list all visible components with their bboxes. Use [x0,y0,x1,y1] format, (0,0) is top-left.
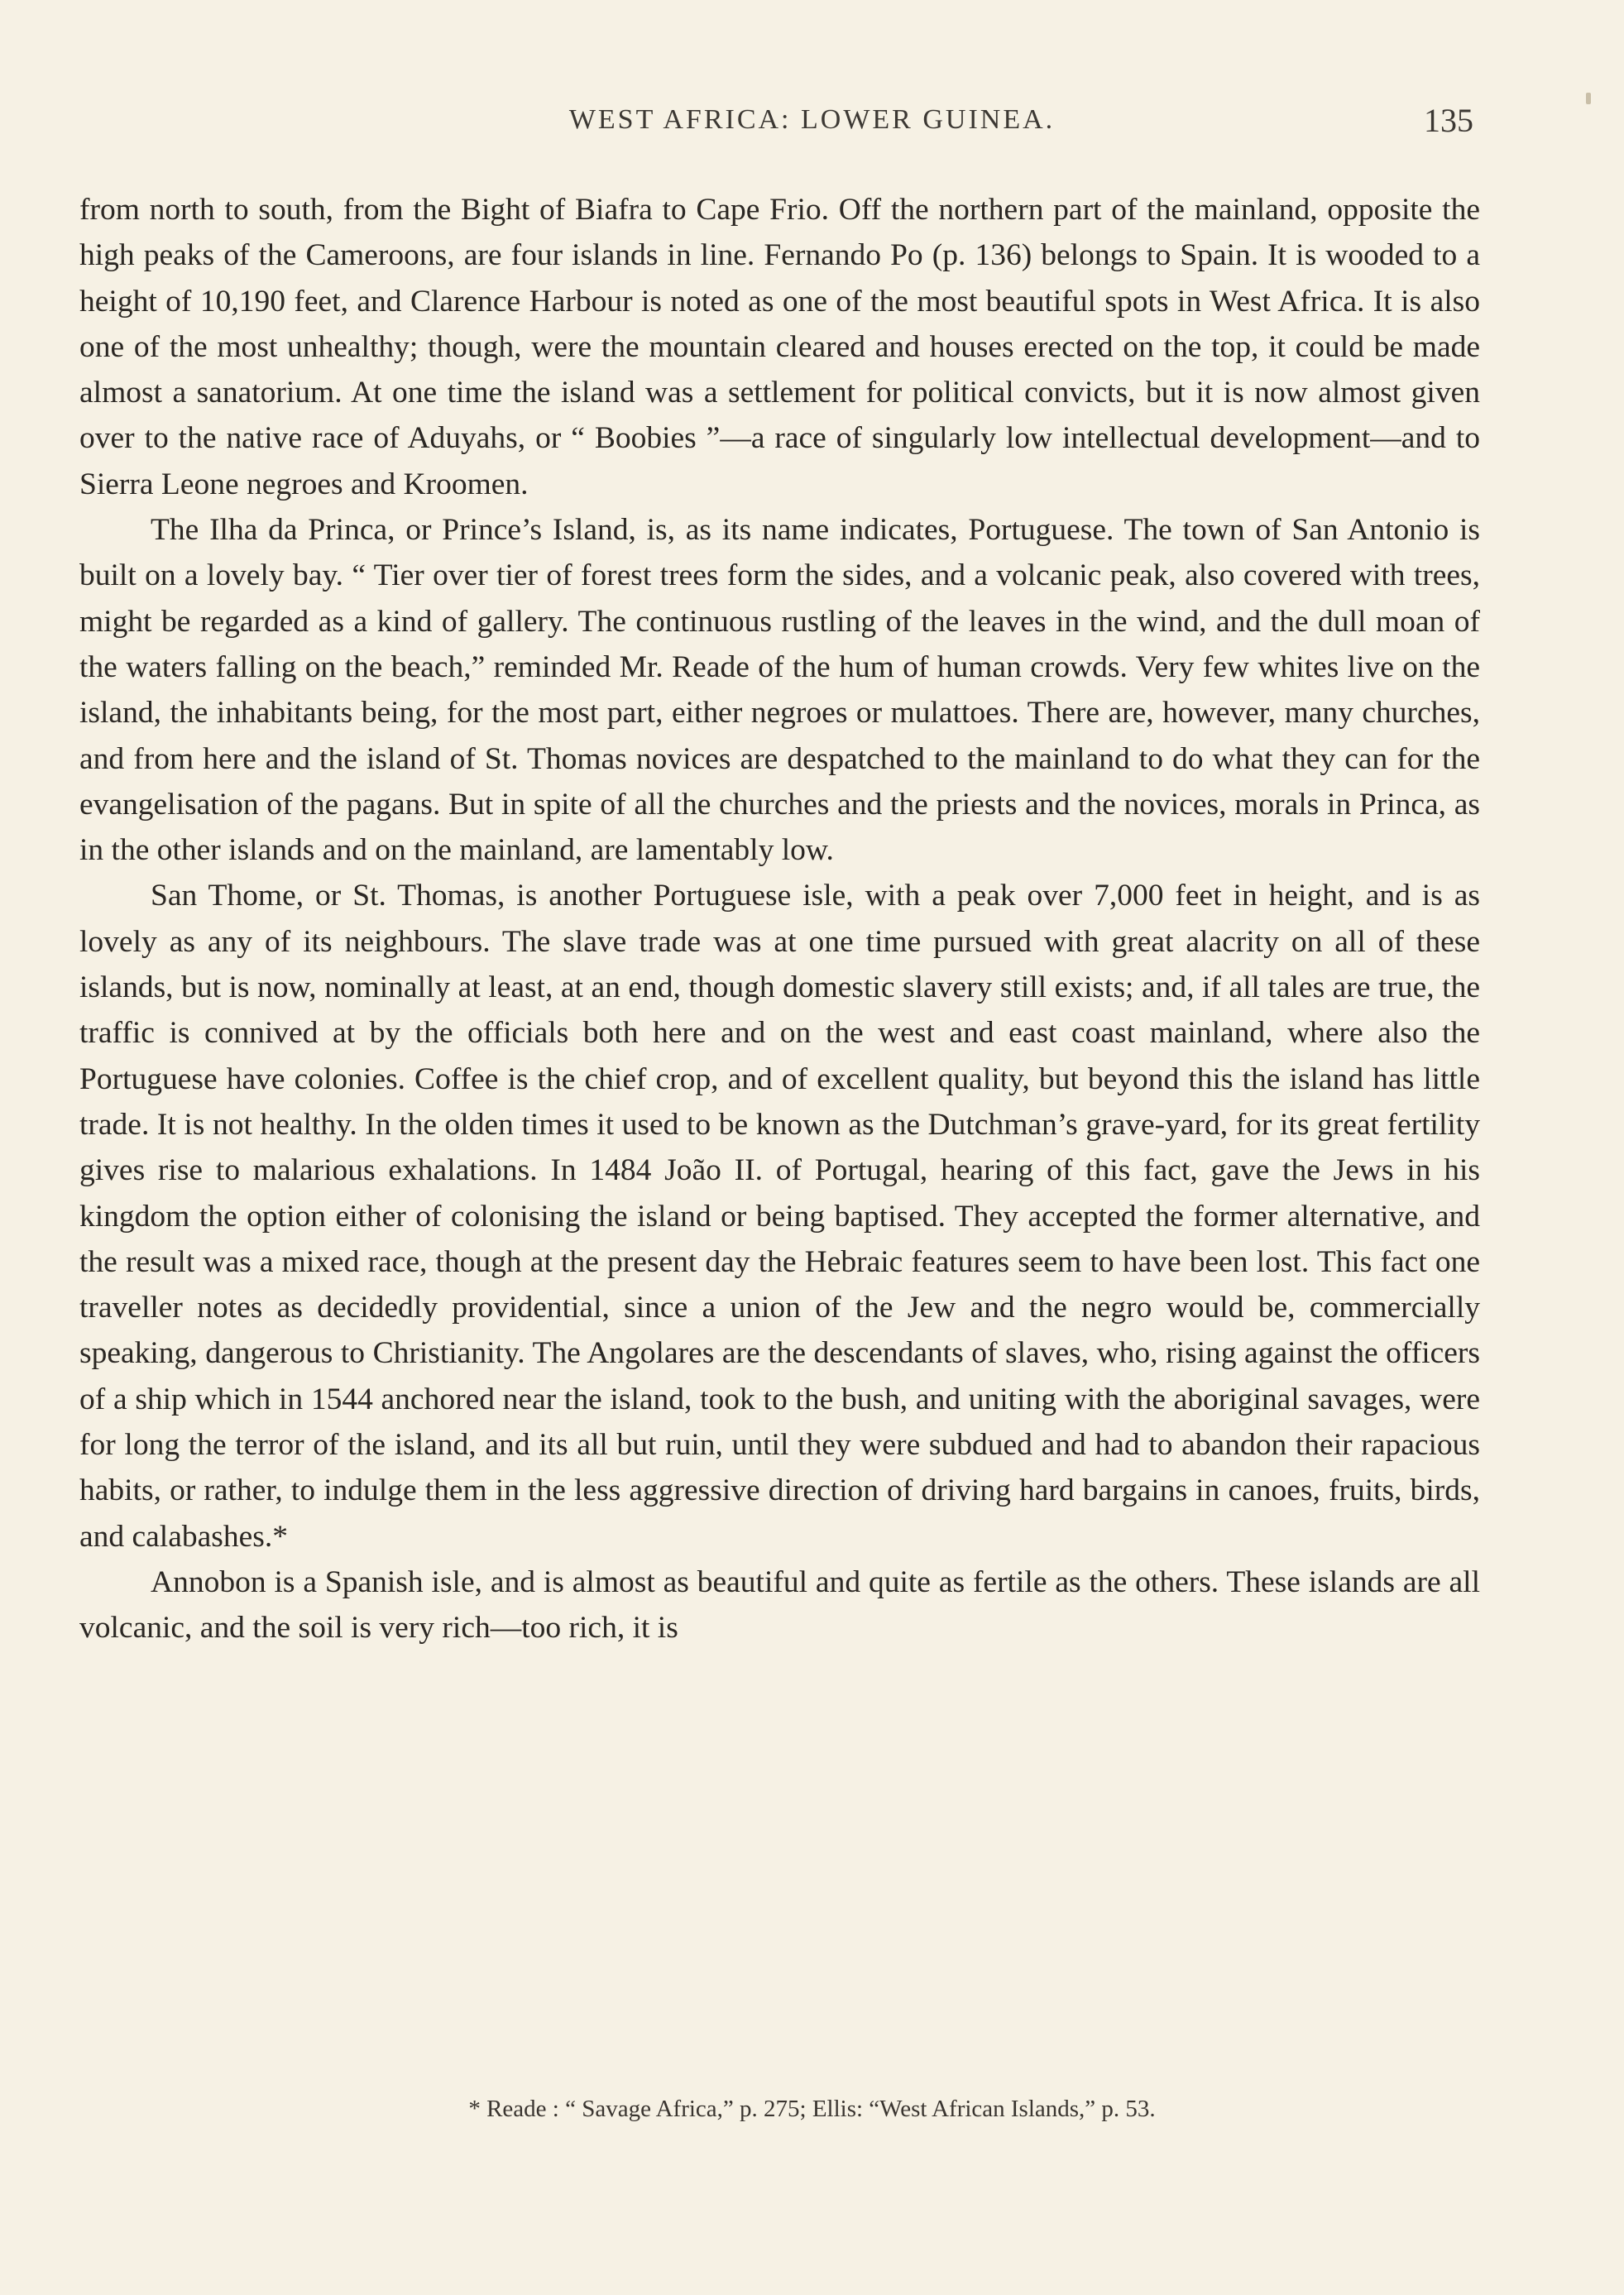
paragraph-princes-island: The Ilha da Princa, or Prince’s Island, is, as its name indicates, Portuguese. The town of San Antonio is built on a lovely bay. “ Tier over tier of forest trees form the sides, and a volcanic peak, also covered with trees, might be regarded as a kind of gallery. The continuous rustling of the leaves in the wind, and the dull moan of the waters falling on the beach,” reminded Mr. Reade of the hum of human crowds. Very few whites live on the island, the inhabitants being, for the most part, either negroes or mulattoes. There are, however, many churches, and from here and the island of St. Thomas novices are despatched to the mainland to do what they can for the evangelisation of the pagans. But in spite of all the churches and the priests and the novices, morals in Princa, as in the other islands and on the mainland, are lamentably low. [79,513,1480,868]
body-text [79,187,1480,1651]
paragraph-continued: from north to south, from the Bight of Biafra to Cape Frio. Off the northern part of the mainland, opposite the high peaks of the Cameroons, are four islands in line. Fernando Po (p. 136) belongs to Spain. It is wooded to a height of 10,190 feet, and Clarence Harbour is noted as one of the most beautiful spots in West Africa. It is also one of the most unhealthy; though, were the mountain cleared and houses erected on the top, it could be made almost a sanatorium. At one time the island was a settlement for political convicts, but it is now almost given over to the native race of Aduyahs, or “ Boobies ”—a race of singularly low intellectual development—and to Sierra Leone negroes and Kroomen. [79,193,1480,501]
running-head [0,104,1624,142]
running-title: WEST AFRICA: LOWER GUINEA. [568,104,1056,135]
footnote: * Reade : “ Savage Africa,” p. 275; Ellis: “West African Islands,” p. 53. [468,2096,1156,2122]
paragraph-san-thome: San Thome, or St. Thomas, is another Portuguese isle, with a peak over 7,000 feet in height, and is as lovely as any of its neighbours. The slave trade was at one time pursued with great alacrity on all of these islands, but is now, nominally at least, at an end, though domestic slavery still exists; and, if all tales are true, the traffic is connived at by the officials both here and on the west and east coast mainland, where also the Portuguese have colonies. Coffee is the chief crop, and of excellent quality, but beyond this the island has little trade. It is not healthy. In the olden times it used to be known as the Dutchman’s grave-yard, for its great fertility gives rise to malarious exhalations. In 1484 João II. of Portugal, hearing of this fact, gave the Jews in his kingdom the option either of colonising the island or being baptised. They accepted the former alternative, and the result was a mixed race, though at the present day the Hebraic features seem to have been lost. This fact one traveller notes as decidedly providential, since a union of the Jew and the negro would be, commercially speaking, dangerous to Christianity. The Angolares are the descendants of slaves, who, rising against the officers of a ship which in 1544 anchored near the island, took to the bush, and uniting with the aboriginal savages, were for long the terror of the island, and its all but ruin, until they were subdued and had to abandon their rapacious habits, or rather, to indulge them in the less aggressive direction of driving hard bargains in canoes, fruits, birds, and calabashes.* [79,879,1480,1554]
page-number: 135 [1424,102,1473,139]
paragraph-annobon: Annobon is a Spanish isle, and is almost as beautiful and quite as fertile as the others. These islands are all volcanic, and the soil is very rich—too rich, it is [79,1564,1480,1646]
page-edge-mark [1586,93,1591,104]
